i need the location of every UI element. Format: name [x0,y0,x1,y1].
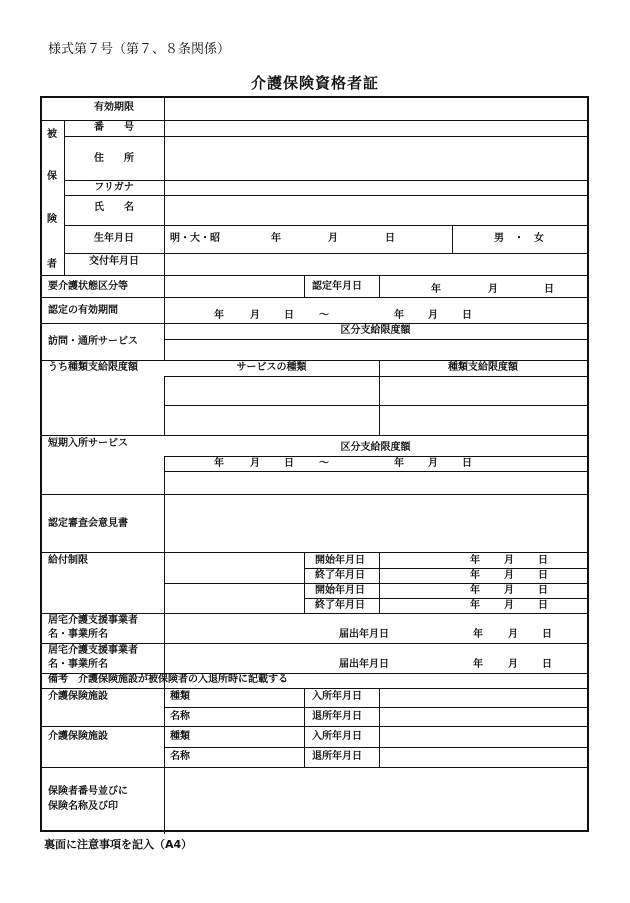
rule-cert-date-col-a [304,275,305,297]
benefit-1-month: 月 [504,555,514,566]
certificate-form [40,96,589,832]
rule-facility-col-b [379,688,380,767]
remarks-label: 備考 介護保険施設が被保険者の入退所時に記載する [48,674,288,685]
period-end-day: 日 [462,310,472,321]
birth-month: 月 [328,233,338,244]
care-mgr-2-notify-label: 届出年月日 [339,659,389,670]
committee-opinion-label: 認定審査会意見書 [48,518,128,529]
rule-facility1 [42,726,587,727]
number-label: 番 号 [94,122,134,133]
insurer-label-line1: 保険者番号並びに [48,786,128,797]
short-start-year: 年 [214,458,224,469]
care-mgr-1-month: 月 [508,629,518,640]
facility-2-name-label: 名称 [170,751,190,762]
rule-benefit-col-a [304,552,305,613]
benefit-4-year: 年 [470,600,480,611]
cert-year: 年 [431,284,441,295]
care-mgr-2-day: 日 [542,659,552,670]
era-options: 明・大・昭 [170,233,220,244]
care-mgr-1-line1: 居宅介護支援事業者 [48,615,138,626]
rule-label-col-b [164,376,165,435]
form-number: 様式第７号（第７、８条関係） [48,42,231,57]
rule-benefit-col-b [379,552,380,613]
rule-service-head [164,376,587,377]
short-start-month: 月 [250,458,260,469]
care-mgr-1-day: 日 [542,629,552,640]
facility-1-label: 介護保険施設 [48,691,108,702]
type-limit-label: うち種類支給限度額 [48,362,138,373]
home-limit-label: 区分支給限度額 [340,325,411,336]
rule-benefit-1 [304,568,587,569]
period-end-month: 月 [428,310,438,321]
insurer-label-line2: 保険名称及び印 [48,801,118,812]
rule-number [64,136,587,137]
rule-facility-col-a [304,688,305,767]
certification-date-label: 認定年月日 [312,281,362,292]
rule-sex-col [452,225,453,253]
rule-furigana [64,195,587,196]
period-start-day: 日 [284,310,294,321]
period-start-month: 月 [250,310,260,321]
benefit-start-1-label: 開始年月日 [315,555,365,566]
period-start-year: 年 [214,310,224,321]
care-mgr-1-year: 年 [473,629,483,640]
rule-opinion [42,552,587,553]
rule-remarks [42,688,587,689]
rule-issue [42,275,587,276]
birth-day: 日 [385,233,395,244]
benefit-2-day: 日 [538,570,548,581]
benefit-limit-label: 給付制限 [48,555,88,566]
benefit-end-2-label: 終了年月日 [315,600,365,611]
benefit-3-year: 年 [470,585,480,596]
rule-facility2-type [164,747,587,748]
rule-care-mgr-1 [42,643,587,644]
rule-benefit-3 [304,598,587,599]
short-end-month: 月 [428,458,438,469]
facility-1-admission-label: 入所年月日 [312,691,362,702]
cert-day: 日 [544,284,554,295]
care-level-label: 要介護状態区分等 [48,281,128,292]
issue-date-label: 交付年月日 [89,256,139,267]
facility-2-label: 介護保険施設 [48,731,108,742]
care-mgr-2-month: 月 [508,659,518,670]
period-tilde: ～ [319,310,329,321]
rule-cert-period [42,323,587,324]
short-limit-label: 区分支給限度額 [340,442,411,453]
sex-options: 男 ・ 女 [494,233,544,244]
care-mgr-1-line2: 名・事業所名 [48,629,108,640]
benefit-2-month: 月 [504,570,514,581]
rule-service-row1 [164,405,587,406]
facility-1-type-label: 種類 [170,691,190,702]
birthdate-label: 生年月日 [94,233,134,244]
short-start-day: 日 [284,458,294,469]
facility-1-discharge-label: 退所年月日 [312,711,362,722]
rule-label-col-a [164,98,165,360]
facility-2-admission-label: 入所年月日 [312,731,362,742]
document-title: 介護保険資格者証 [250,74,379,92]
short-stay-label: 短期入所サービス [48,438,128,449]
furigana-label: フリガナ [94,182,134,193]
footer-note: 裏面に注意事項を記入（A4） [44,838,193,851]
rule-short-label [164,456,587,457]
benefit-1-day: 日 [538,555,548,566]
benefit-1-year: 年 [470,555,480,566]
rule-address [64,180,587,181]
care-mgr-1-notify-label: 届出年月日 [339,629,389,640]
rule-benefit [42,613,587,614]
benefit-3-month: 月 [504,585,514,596]
care-mgr-2-year: 年 [473,659,483,670]
rule-short-stay [42,494,587,495]
benefit-3-day: 日 [538,585,548,596]
benefit-4-day: 日 [538,600,548,611]
facility-1-name-label: 名称 [170,711,190,722]
facility-2-discharge-label: 退所年月日 [312,751,362,762]
short-tilde: ～ [319,458,329,469]
rule-facility2 [42,767,587,768]
short-end-day: 日 [462,458,472,469]
benefit-start-2-label: 開始年月日 [315,585,365,596]
rule-limit-label [164,339,587,340]
rule-label-col-c [164,456,165,834]
insured-char-2: 保 [47,171,57,182]
benefit-4-month: 月 [504,600,514,611]
home-service-label: 訪問・通所サービス [48,336,138,347]
service-type-header: サービスの種類 [236,362,307,373]
address-label: 住 所 [94,153,134,164]
rule-facility1-type [164,707,587,708]
benefit-end-1-label: 終了年月日 [315,570,365,581]
rule-type-limit [42,435,587,436]
rule-short-date [164,471,587,472]
rule-birth [64,253,587,254]
short-end-year: 年 [394,458,404,469]
insured-char-1: 被 [47,129,57,140]
period-end-year: 年 [394,310,404,321]
rule-validity [42,120,587,121]
cert-validity-label: 認定の有効期間 [48,305,118,316]
insured-char-4: 者 [47,259,57,270]
rule-benefit-2 [164,583,587,584]
birth-year: 年 [271,233,281,244]
type-limit-amount-header: 種類支給限度額 [448,362,518,373]
care-mgr-2-line1: 居宅介護支援事業者 [48,645,138,656]
facility-2-type-label: 種類 [170,731,190,742]
rule-cert-date-col-b [379,275,380,297]
insured-char-3: 険 [47,214,57,225]
rule-name [64,225,587,226]
rule-care-level [42,297,587,298]
benefit-2-year: 年 [470,570,480,581]
name-label: 氏 名 [94,202,134,213]
care-mgr-2-line2: 名・事業所名 [48,659,108,670]
rule-insured-col [64,120,65,275]
rule-home-service [42,360,587,361]
validity-label: 有効期限 [94,102,134,113]
cert-month: 月 [488,284,498,295]
